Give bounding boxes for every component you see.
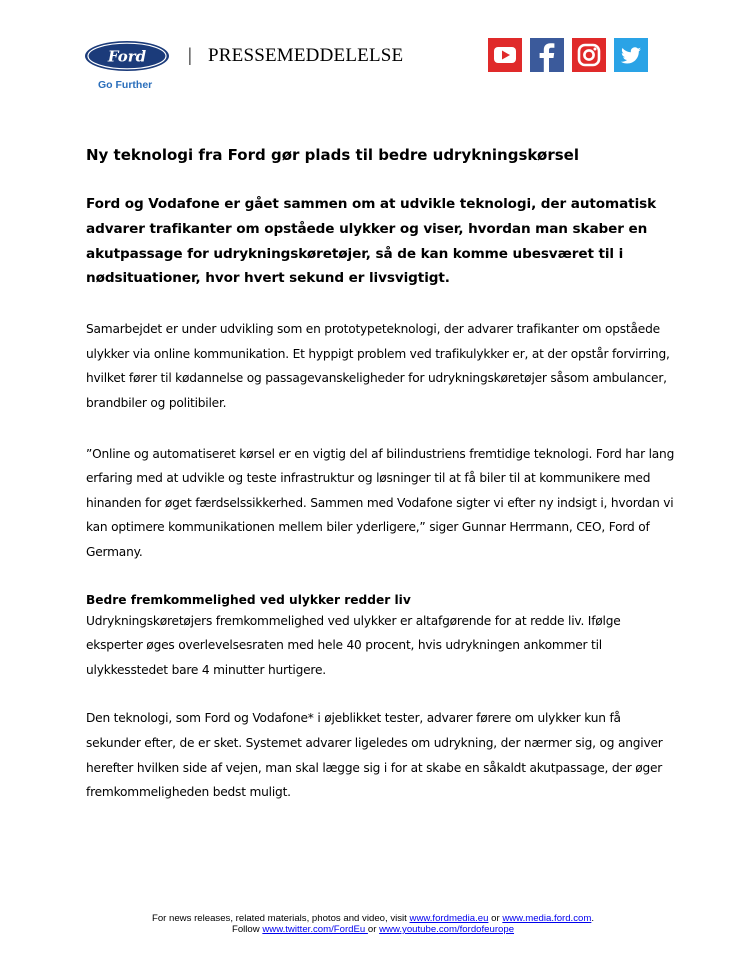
page-footer [0, 913, 746, 935]
header-divider: | [188, 45, 192, 66]
footer-text: or [488, 913, 503, 924]
footer-text: or [367, 924, 380, 935]
twitter-link[interactable]: www.twitter.com/FordEu [262, 924, 368, 935]
youtube-link[interactable]: www.youtube.com/fordofeurope [379, 924, 515, 935]
footer-text: Follow [231, 924, 263, 935]
footer-line-2 [0, 924, 746, 935]
paragraph-3: Udrykningskøretøjers fremkommelighed ved ulykker er altafgørende for at redde liv. Ifølge eksperter øges overlevelsesraten med hele 40 procent, hvis udrykningen ankommer til ulykkesstedet bare 4 minutter hurtigere. [86, 613, 621, 677]
footer-text: . [591, 913, 595, 924]
facebook-icon[interactable] [530, 38, 564, 72]
ford-oval-icon [84, 40, 170, 72]
instagram-icon[interactable] [572, 38, 606, 72]
article-title: Ny teknologi fra Ford gør plads til bedre udrykningskørsel [86, 146, 579, 164]
footer-line-1 [0, 913, 746, 924]
page-header [84, 36, 664, 92]
logo-text: Ford [107, 47, 147, 66]
press-release-label: PRESSEMEDDELELSE [208, 45, 404, 66]
footer-text: For news releases, related materials, photos and video, visit [151, 913, 410, 924]
section-heading: Bedre fremkommelighed ved ulykker redder liv [86, 592, 411, 607]
media-ford-link[interactable]: www.media.ford.com [502, 913, 592, 924]
article-lead: Ford og Vodafone er gået sammen om at udvikle teknologi, der automatisk advarer trafikanter om opståede ulykker og viser, hvordan man skaber en akutpassage for udrykningskøretøjer, så de kan komme ubesværet til i nødsituationer, hvor hvert sekund er livsvigtigt. [86, 196, 657, 287]
paragraph-4: Den teknologi, som Ford og Vodafone* i øjeblikket tester, advarer førere om ulykker kun få sekunder efter, de er sket. Systemet advarer ligeledes om udrykning, der nærmer sig, og angiver herefter hvilken side af vejen, man skal lægge sig i for at skabe en såkaldt akutpassage, der øger fremkommeligheden bedst muligt. [86, 711, 663, 800]
ford-logo [84, 36, 172, 92]
social-links [488, 38, 648, 72]
tagline: Go Further [98, 79, 153, 91]
youtube-icon[interactable] [488, 38, 522, 72]
article [86, 142, 676, 805]
twitter-icon[interactable] [614, 38, 648, 72]
paragraph-2: ”Online og automatiseret kørsel er en vigtig del af bilindustriens fremtidige teknologi. Ford har lang erfaring med at udvikle og teste infrastruktur og løsninger til at få biler til at kommunikere med hinanden for øget færdselssikkerhed. Sammen med Vodafone sigter vi efter ny indsigt i, hvordan vi kan optimere kommunikationen mellem biler yderligere,” siger Gunnar Herrmann, CEO, Ford of Germany. [86, 446, 675, 559]
paragraph-1: Samarbejdet er under udvikling som en prototypeteknologi, der advarer trafikanter om opståede ulykker via online kommunikation. Et hyppigt problem ved trafikulykker er, at der opstår forvirring, hvilket fører til kødannelse og passagevanskeligheder for udrykningskøretøjer såsom ambulancer, brandbiler og politibiler. [86, 322, 670, 410]
fordmedia-link[interactable]: www.fordmedia.eu [409, 913, 489, 924]
